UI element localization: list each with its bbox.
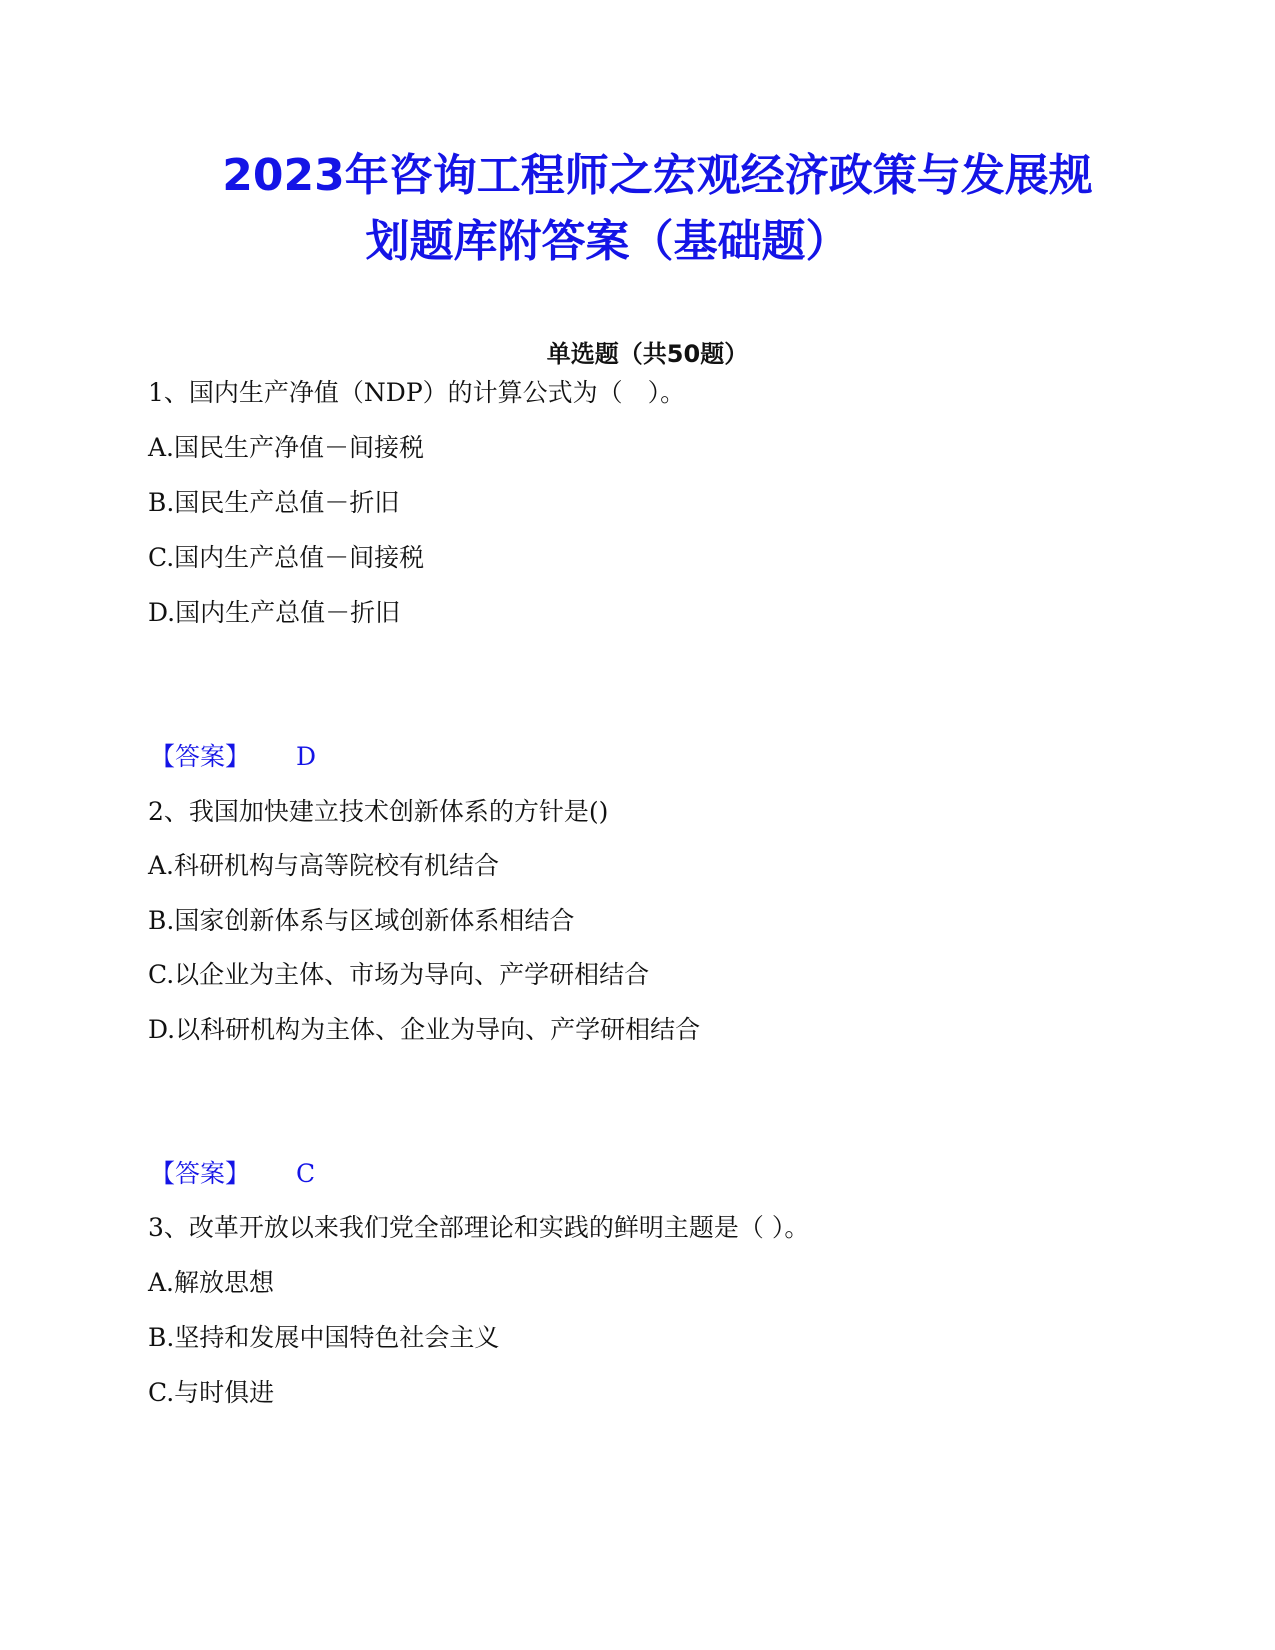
question-1-stem: 1、国内生产净值（NDP）的计算公式为（ ）。 <box>148 378 686 407</box>
section-heading: 单选题（共50题） <box>546 340 749 368</box>
question-1-option-b: B.国民生产总值－折旧 <box>148 488 400 517</box>
question-2-option-c: C.以企业为主体、市场为导向、产学研相结合 <box>148 960 650 989</box>
question-3-stem: 3、改革开放以来我们党全部理论和实践的鲜明主题是（ ）。 <box>148 1213 810 1242</box>
question-2-option-b: B.国家创新体系与区域创新体系相结合 <box>148 906 575 935</box>
document-title <box>0 143 1275 275</box>
answer-label: 【答案】 <box>150 1159 251 1188</box>
question-1-option-d: D.国内生产总值－折旧 <box>148 598 401 627</box>
answer-value: D <box>296 742 317 771</box>
answer-label: 【答案】 <box>150 742 251 771</box>
question-1-option-a: A.国民生产净值－间接税 <box>148 433 425 462</box>
question-2-option-a: A.科研机构与高等院校有机结合 <box>148 851 500 880</box>
question-3-option-c: C.与时俱进 <box>148 1378 275 1407</box>
title-line-1: 2023年咨询工程师之宏观经济政策与发展规 <box>222 150 1093 201</box>
question-3-option-a: A.解放思想 <box>148 1268 275 1297</box>
question-3-option-b: B.坚持和发展中国特色社会主义 <box>148 1323 500 1352</box>
question-1-option-c: C.国内生产总值－间接税 <box>148 543 425 572</box>
question-2-answer <box>150 1157 315 1191</box>
question-2-stem: 2、我国加快建立技术创新体系的方针是() <box>148 797 609 826</box>
question-2-option-d: D.以科研机构为主体、企业为导向、产学研相结合 <box>148 1015 701 1044</box>
title-line-2: 划题库附答案（基础题） <box>365 216 850 267</box>
question-1-answer <box>150 740 316 774</box>
answer-value: C <box>296 1159 316 1188</box>
